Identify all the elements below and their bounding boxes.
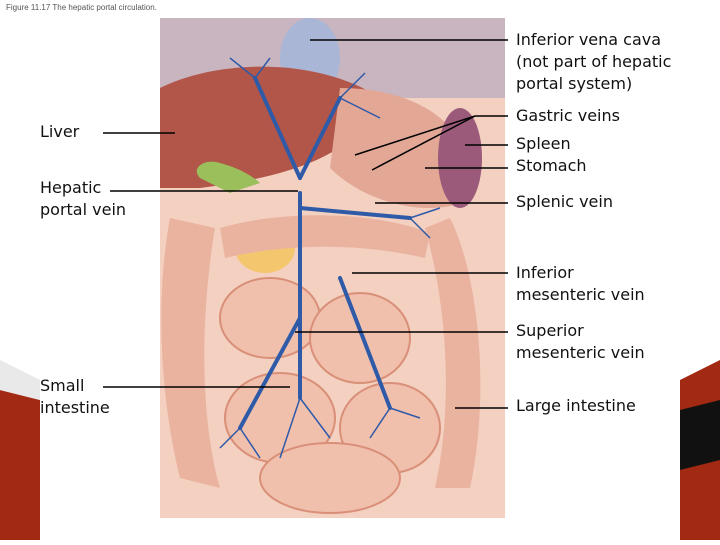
label-inferior-mesenteric-vein: Inferior mesenteric vein (516, 263, 645, 304)
label-gastric-veins: Gastric veins (516, 106, 620, 125)
label-stomach: Stomach (516, 156, 587, 175)
label-hepatic-portal-vein: Hepatic portal vein (40, 178, 127, 219)
label-large-intestine: Large intestine (516, 396, 636, 415)
figure-caption: Figure 11.17 The hepatic portal circulation. (6, 3, 157, 12)
label-spleen: Spleen (516, 134, 571, 153)
label-liver: Liver (40, 122, 80, 141)
label-splenic-vein: Splenic vein (516, 192, 613, 211)
label-small-intestine: Small intestine (40, 376, 110, 417)
label-inferior-vena-cava: Inferior vena cava (not part of hepatic portal system) (516, 30, 672, 93)
label-superior-mesenteric-vein: Superior mesenteric vein (516, 321, 645, 362)
